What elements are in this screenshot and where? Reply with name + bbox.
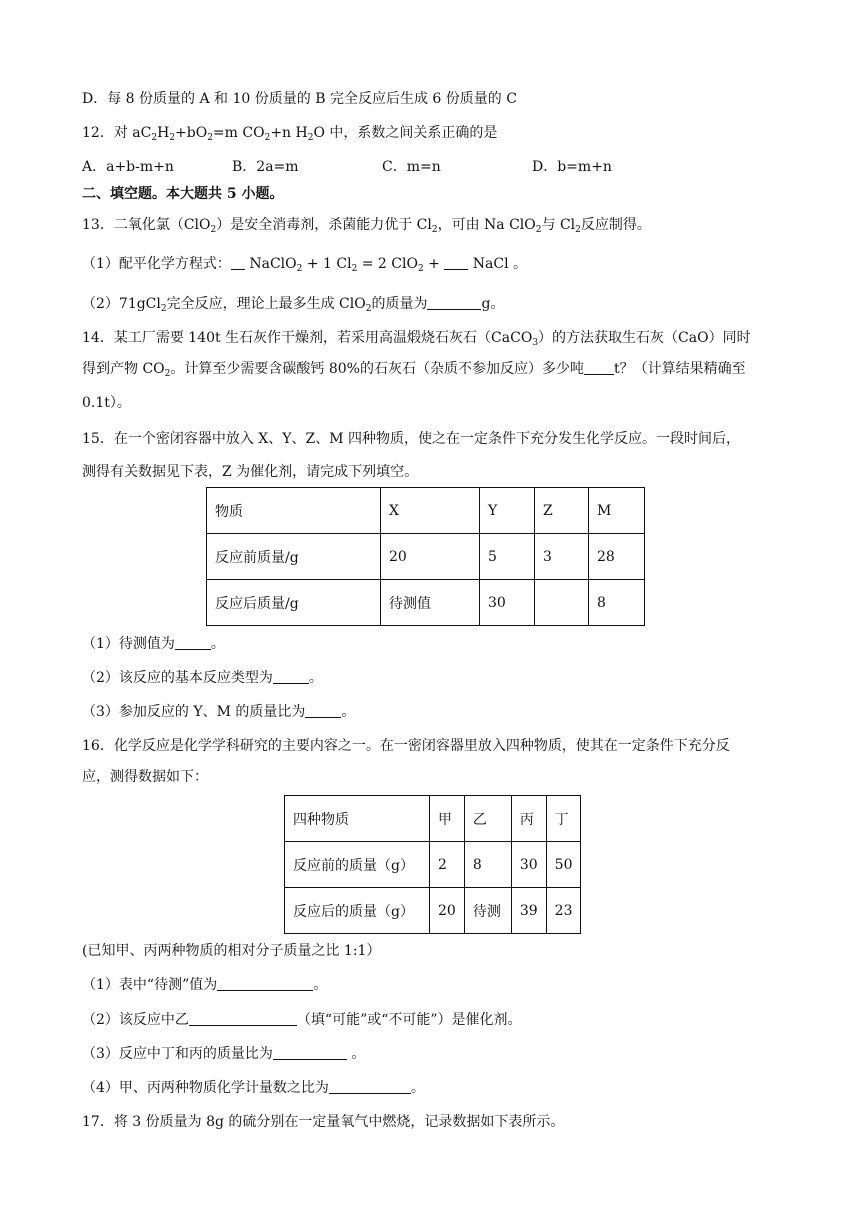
table-cell: 待测值 [381, 580, 480, 626]
q12-stem: 12．对 $aC_2H_2+bO_2=m$ $CO_2+n$ $H_2O$ 中，系数之间关系正确的是 [82, 125, 498, 143]
section-title: 二、填空题。本大题共 5 小题。 [82, 186, 284, 202]
q16-part2: （2）该反应中乙 （填“可能”或“不可能”）是催化剂。 [82, 1012, 522, 1028]
answer-blank[interactable] [217, 976, 313, 991]
answer-blank[interactable] [189, 1011, 297, 1026]
answer-blank[interactable] [444, 255, 468, 270]
q13-part1: （1）配平化学方程式： NaClO$_2$ + 1 $Cl_2 = 2$ ClO$_2$ + NaCl 。 [82, 256, 528, 274]
q14-line2: 得到产物 $CO_2$。计算至少需要含碳酸钙 80%的石灰石（杂质不参加反应）多少吨 t？（计算结果精确至 [82, 361, 746, 379]
q12-option-d: D．b=m+n [532, 159, 612, 175]
q16-part3: （3）反应中丁和丙的质量比为 。 [82, 1046, 366, 1062]
table-row [207, 580, 645, 626]
answer-blank[interactable] [175, 635, 211, 650]
q13-stem: 13．二氧化氯（ClO$_2$）是安全消毒剂，杀菌能力优于 $Cl_2$，可由 Na ClO$_2$与 $Cl_2$反应制得。 [82, 217, 651, 235]
q11-option-d: D．每 8 份质量的 A 和 10 份质量的 B 完全反应后生成 6 份质量的 C [82, 91, 517, 107]
table-header-row [285, 796, 581, 842]
q12-option-c: C．m=n [382, 159, 441, 175]
q16-line2: 应，测得数据如下： [82, 769, 208, 785]
table-cell: 20 [430, 888, 465, 934]
table-cell: 2 [430, 842, 465, 888]
q17-line1: 17．将 3 份质量为 8g 的硫分别在一定量氧气中燃烧，记录数据如下表所示。 [82, 1114, 565, 1130]
table-cell: 丙 [511, 796, 546, 842]
q16-table [284, 795, 581, 934]
q16-part4: （4）甲、丙两种物质化学计量数之比为 。 [82, 1080, 425, 1096]
q14-line3: 0.1t）。 [82, 395, 131, 411]
answer-blank[interactable] [305, 703, 341, 718]
table-cell: 反应后的质量（g） [285, 888, 430, 934]
table-cell: 28 [589, 534, 645, 580]
answer-blank[interactable] [584, 360, 614, 375]
q12-option-b: B．2a=m [232, 159, 299, 175]
table-cell: 反应后质量/g [207, 580, 381, 626]
table-cell: 物质 [207, 488, 381, 534]
table-cell: 待测 [464, 888, 511, 934]
q15-table [206, 487, 645, 626]
q15-part2: （2）该反应的基本反应类型为 。 [82, 670, 323, 686]
table-cell: 3 [535, 534, 589, 580]
table-cell: 反应前的质量（g） [285, 842, 430, 888]
table-cell: 8 [589, 580, 645, 626]
table-header-row [207, 488, 645, 534]
table-cell [535, 580, 589, 626]
table-row [207, 534, 645, 580]
table-cell: 丁 [546, 796, 581, 842]
table-cell: 30 [511, 842, 546, 888]
table-row [285, 842, 581, 888]
q15-line1: 15．在一个密闭容器中放入 X、Y、Z、M 四种物质，使之在一定条件下充分发生化学反应。一段时间后， [82, 431, 740, 447]
q13-part2: （2）71gCl$_2$完全反应，理论上最多生成 ClO$_2$的质量为 g。 [82, 296, 505, 314]
q16-line1: 16．化学反应是化学学科研究的主要内容之一。在一密闭容器里放入四种物质，使其在一定条件下充分反 [82, 738, 730, 754]
answer-blank[interactable] [427, 295, 481, 310]
table-cell: 23 [546, 888, 581, 934]
q15-part1: （1）待测值为 。 [82, 636, 225, 652]
q15-line2: 测得有关数据见下表，Z 为催化剂，请完成下列填空。 [82, 464, 419, 480]
table-cell: 30 [480, 580, 535, 626]
table-cell: 甲 [430, 796, 465, 842]
table-cell: 39 [511, 888, 546, 934]
table-row [285, 888, 581, 934]
q15-part3: （3）参加反应的 Y、M 的质量比为 。 [82, 704, 356, 720]
table-cell: Y [480, 488, 535, 534]
q16-note: (已知甲、丙两种物质的相对分子质量之比 1:1） [82, 943, 381, 959]
table-cell: 5 [480, 534, 535, 580]
answer-blank[interactable] [231, 255, 245, 270]
q16-part1: （1）表中“待测”值为 。 [82, 977, 328, 993]
table-cell: 四种物质 [285, 796, 430, 842]
table-cell: Z [535, 488, 589, 534]
q12-option-a: A．a+b-m+n [82, 159, 174, 175]
q14-line1: 14．某工厂需要 140t 生石灰作干燥剂，若采用高温煅烧石灰石（CaCO$_3$）的方法获取生石灰（CaO）同时 [82, 330, 751, 348]
table-cell: 反应前质量/g [207, 534, 381, 580]
table-cell: 乙 [464, 796, 511, 842]
table-cell: 50 [546, 842, 581, 888]
table-cell: 8 [464, 842, 511, 888]
answer-blank[interactable] [329, 1079, 411, 1094]
table-cell: M [589, 488, 645, 534]
table-cell: 20 [381, 534, 480, 580]
table-cell: X [381, 488, 480, 534]
answer-blank[interactable] [273, 669, 309, 684]
answer-blank[interactable] [273, 1045, 347, 1060]
